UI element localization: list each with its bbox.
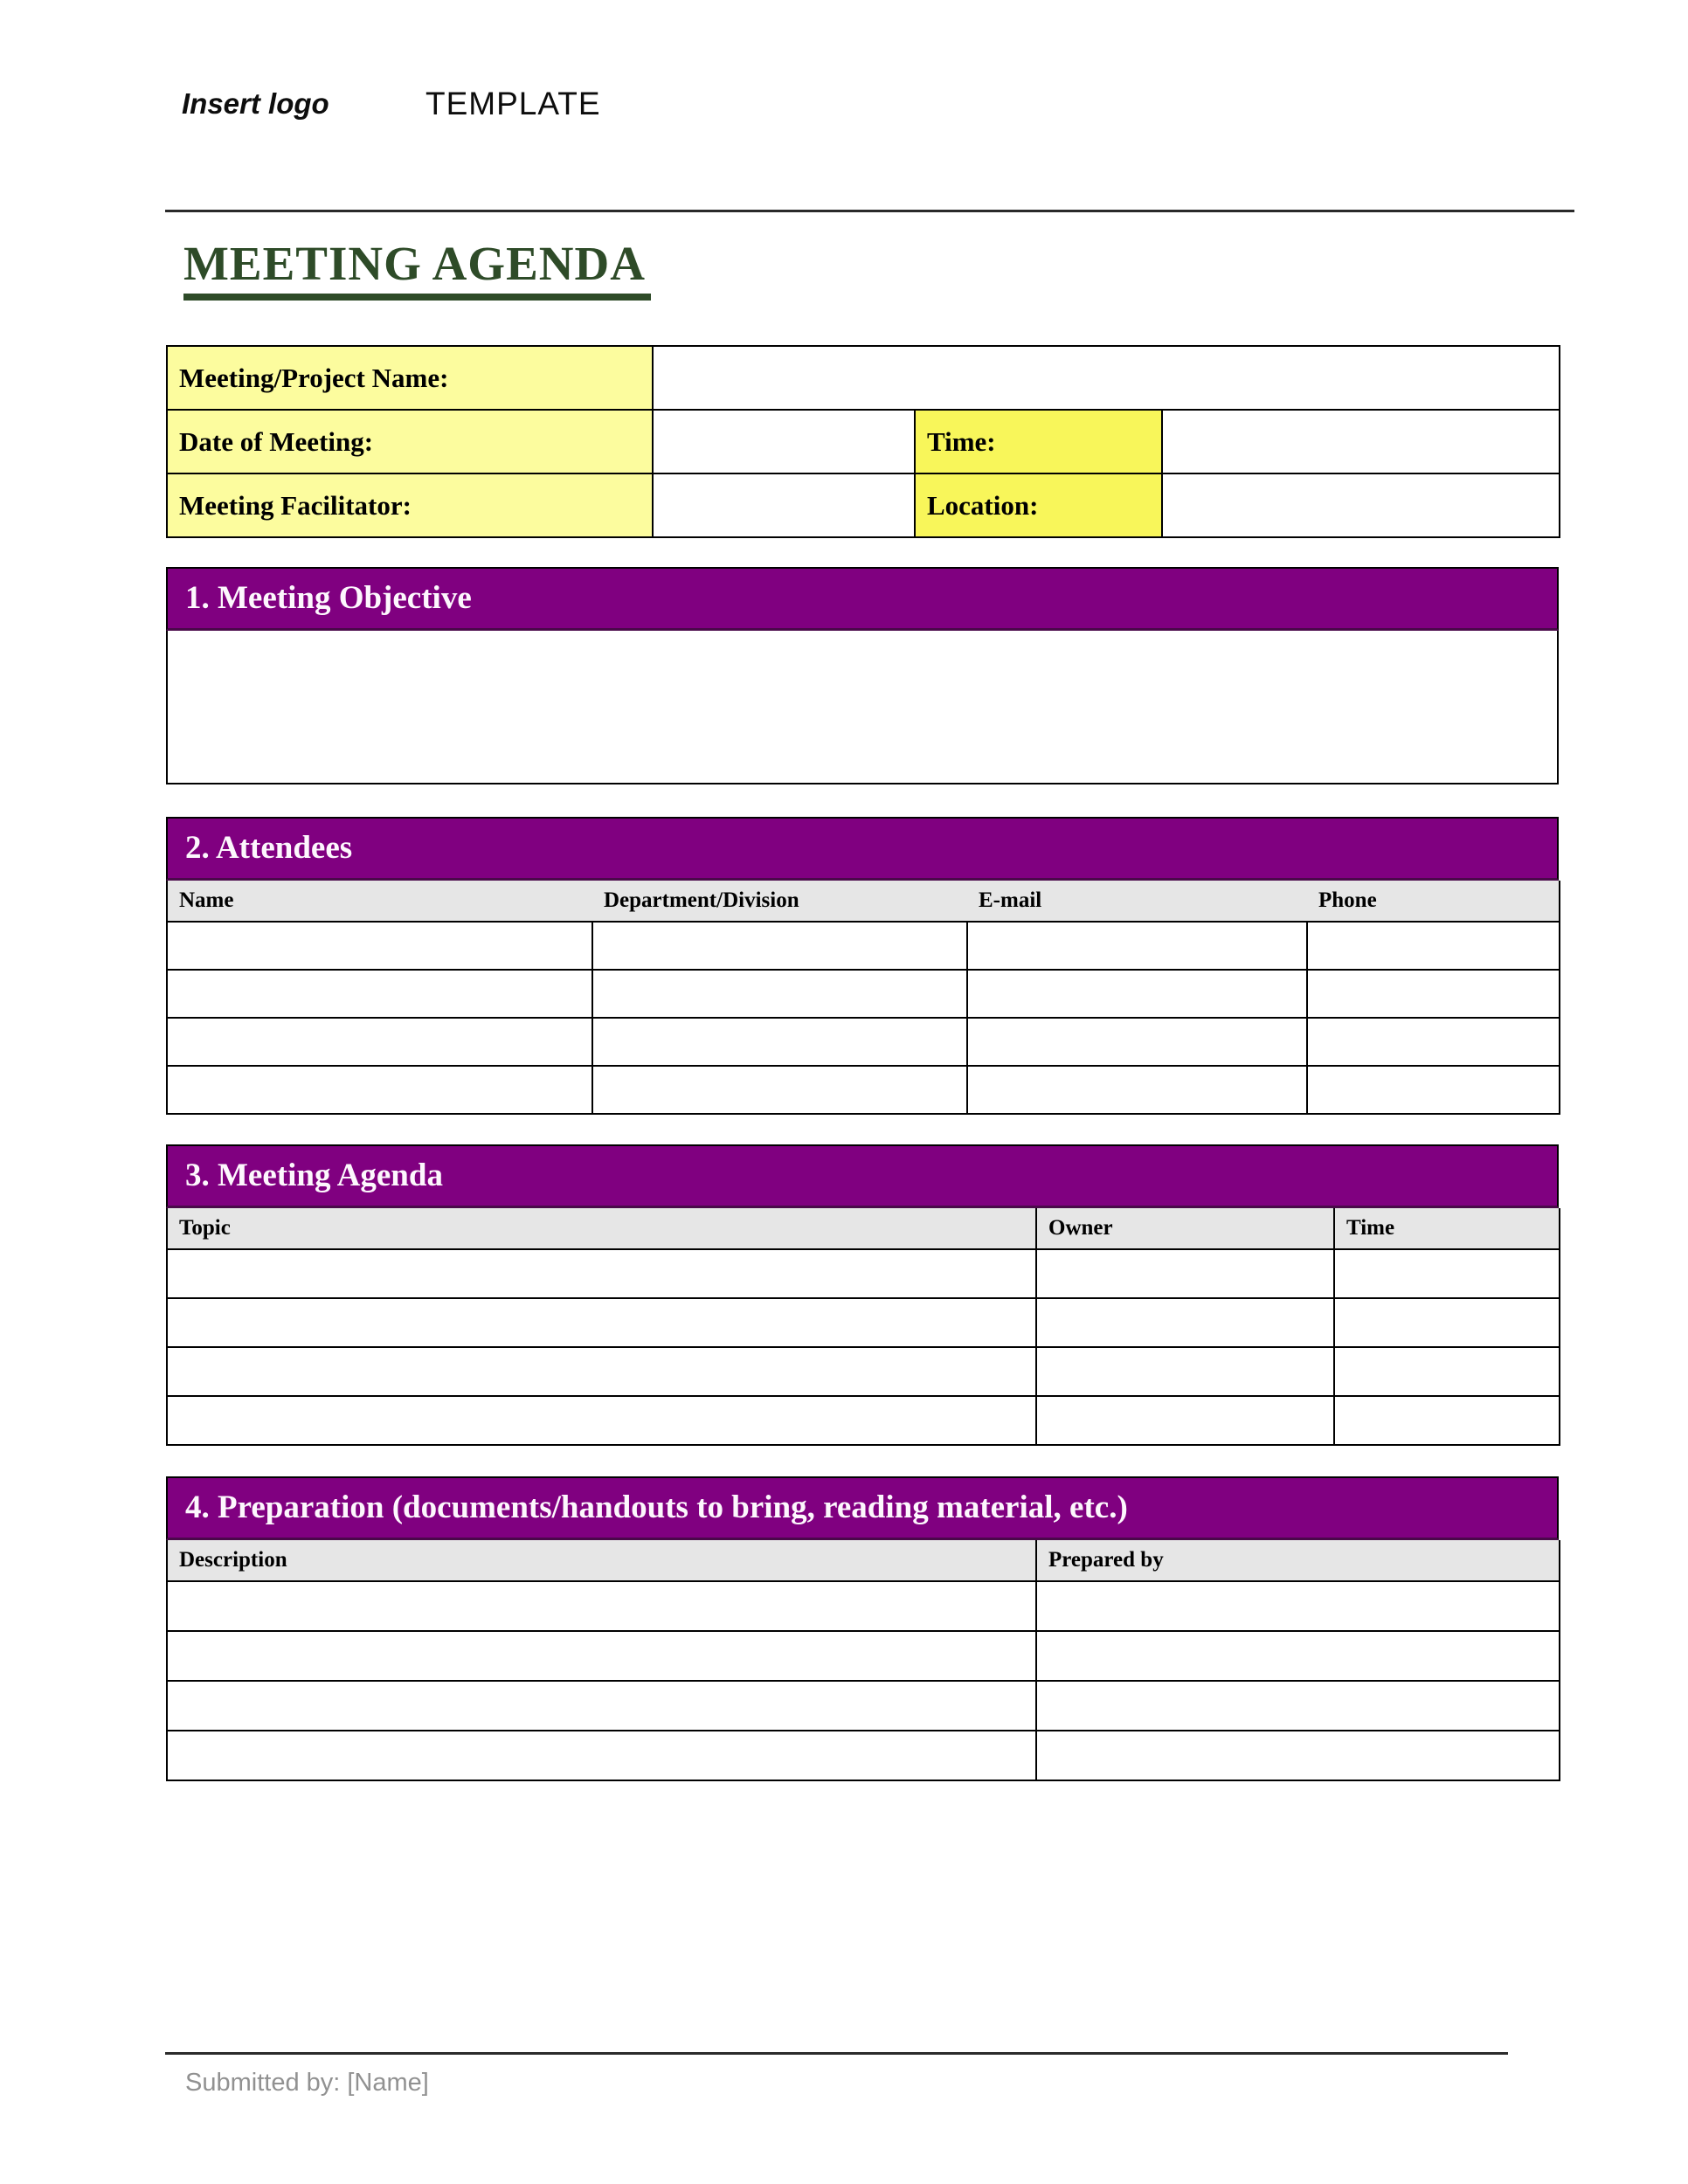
- insert-logo-placeholder: Insert logo: [182, 87, 329, 120]
- page-title: MEETING AGENDA: [183, 236, 651, 301]
- fill-in-cell[interactable]: [1036, 1631, 1560, 1681]
- fill-in-cell[interactable]: [167, 1581, 1036, 1631]
- section-preparation-header: 4. Preparation (documents/handouts to bring, reading material, etc.): [166, 1476, 1559, 1540]
- meeting-project-name-field[interactable]: [653, 346, 1560, 410]
- column-header-description: Description: [167, 1540, 1036, 1581]
- fill-in-cell[interactable]: [967, 970, 1307, 1018]
- meeting-project-name-label: Meeting/Project Name:: [167, 346, 653, 410]
- fill-in-cell[interactable]: [1334, 1347, 1560, 1396]
- fill-in-cell[interactable]: [167, 1681, 1036, 1731]
- meeting-facilitator-label: Meeting Facilitator:: [167, 473, 653, 537]
- table-row: [167, 1396, 1560, 1445]
- meeting-objective-field[interactable]: [166, 631, 1559, 784]
- table-row: [167, 1066, 1560, 1114]
- meeting-info-table: [166, 345, 1560, 538]
- fill-in-cell[interactable]: [1307, 1066, 1560, 1114]
- fill-in-cell[interactable]: [1334, 1396, 1560, 1445]
- table-row: [167, 473, 1560, 537]
- fill-in-cell[interactable]: [167, 922, 592, 970]
- fill-in-cell[interactable]: [1036, 1347, 1334, 1396]
- location-field[interactable]: [1162, 473, 1560, 537]
- fill-in-cell[interactable]: [1036, 1681, 1560, 1731]
- table-row: [167, 1731, 1560, 1780]
- fill-in-cell[interactable]: [967, 1066, 1307, 1114]
- fill-in-cell[interactable]: [1036, 1298, 1334, 1347]
- fill-in-cell[interactable]: [1036, 1731, 1560, 1780]
- date-of-meeting-field[interactable]: [653, 410, 915, 473]
- fill-in-cell[interactable]: [967, 1018, 1307, 1066]
- table-row: [167, 1018, 1560, 1066]
- footer-rule: [165, 2052, 1508, 2055]
- fill-in-cell[interactable]: [167, 1018, 592, 1066]
- table-row: [167, 1681, 1560, 1731]
- section-meeting-objective: [166, 567, 1559, 784]
- column-header-topic: Topic: [167, 1208, 1036, 1249]
- section-meeting-agenda: [166, 1144, 1559, 1446]
- fill-in-cell[interactable]: [167, 1298, 1036, 1347]
- fill-in-cell[interactable]: [592, 1018, 967, 1066]
- fill-in-cell[interactable]: [167, 970, 592, 1018]
- fill-in-cell[interactable]: [167, 1731, 1036, 1780]
- section-meeting-objective-header: 1. Meeting Objective: [166, 567, 1559, 631]
- submitted-by-text: Submitted by: [Name]: [185, 2069, 429, 2097]
- column-header-email: E-mail: [967, 881, 1307, 922]
- column-header-prepared-by: Prepared by: [1036, 1540, 1560, 1581]
- fill-in-cell[interactable]: [1307, 970, 1560, 1018]
- table-row: [167, 410, 1560, 473]
- meeting-facilitator-field[interactable]: [653, 473, 915, 537]
- column-header-time: Time: [1334, 1208, 1560, 1249]
- table-row: [167, 1581, 1560, 1631]
- fill-in-cell[interactable]: [1307, 922, 1560, 970]
- section-attendees-header: 2. Attendees: [166, 817, 1559, 881]
- fill-in-cell[interactable]: [1036, 1396, 1334, 1445]
- fill-in-cell[interactable]: [1307, 1018, 1560, 1066]
- attendees-header-row: [167, 881, 1560, 922]
- table-row: [167, 922, 1560, 970]
- fill-in-cell[interactable]: [167, 1249, 1036, 1298]
- fill-in-cell[interactable]: [592, 1066, 967, 1114]
- agenda-header-row: [167, 1208, 1560, 1249]
- fill-in-cell[interactable]: [167, 1631, 1036, 1681]
- section-attendees: [166, 817, 1559, 1115]
- header-rule: [165, 210, 1574, 212]
- table-row: [167, 1298, 1560, 1347]
- section-preparation: [166, 1476, 1559, 1781]
- fill-in-cell[interactable]: [167, 1066, 592, 1114]
- time-label: Time:: [915, 410, 1162, 473]
- fill-in-cell[interactable]: [167, 1396, 1036, 1445]
- column-header-department-division: Department/Division: [592, 881, 967, 922]
- table-row: [167, 1631, 1560, 1681]
- template-label: TEMPLATE: [425, 86, 601, 121]
- time-field[interactable]: [1162, 410, 1560, 473]
- table-row: [167, 346, 1560, 410]
- fill-in-cell[interactable]: [1036, 1581, 1560, 1631]
- date-of-meeting-label: Date of Meeting:: [167, 410, 653, 473]
- fill-in-cell[interactable]: [1334, 1249, 1560, 1298]
- fill-in-cell[interactable]: [592, 922, 967, 970]
- fill-in-cell[interactable]: [167, 1347, 1036, 1396]
- attendees-table: [166, 881, 1560, 1115]
- preparation-header-row: [167, 1540, 1560, 1581]
- table-row: [167, 1249, 1560, 1298]
- table-row: [167, 1347, 1560, 1396]
- column-header-owner: Owner: [1036, 1208, 1334, 1249]
- location-label: Location:: [915, 473, 1162, 537]
- fill-in-cell[interactable]: [592, 970, 967, 1018]
- fill-in-cell[interactable]: [1334, 1298, 1560, 1347]
- column-header-phone: Phone: [1307, 881, 1560, 922]
- preparation-table: [166, 1540, 1560, 1781]
- column-header-name: Name: [167, 881, 592, 922]
- fill-in-cell[interactable]: [1036, 1249, 1334, 1298]
- table-row: [167, 970, 1560, 1018]
- agenda-table: [166, 1208, 1560, 1446]
- section-meeting-agenda-header: 3. Meeting Agenda: [166, 1144, 1559, 1208]
- fill-in-cell[interactable]: [967, 922, 1307, 970]
